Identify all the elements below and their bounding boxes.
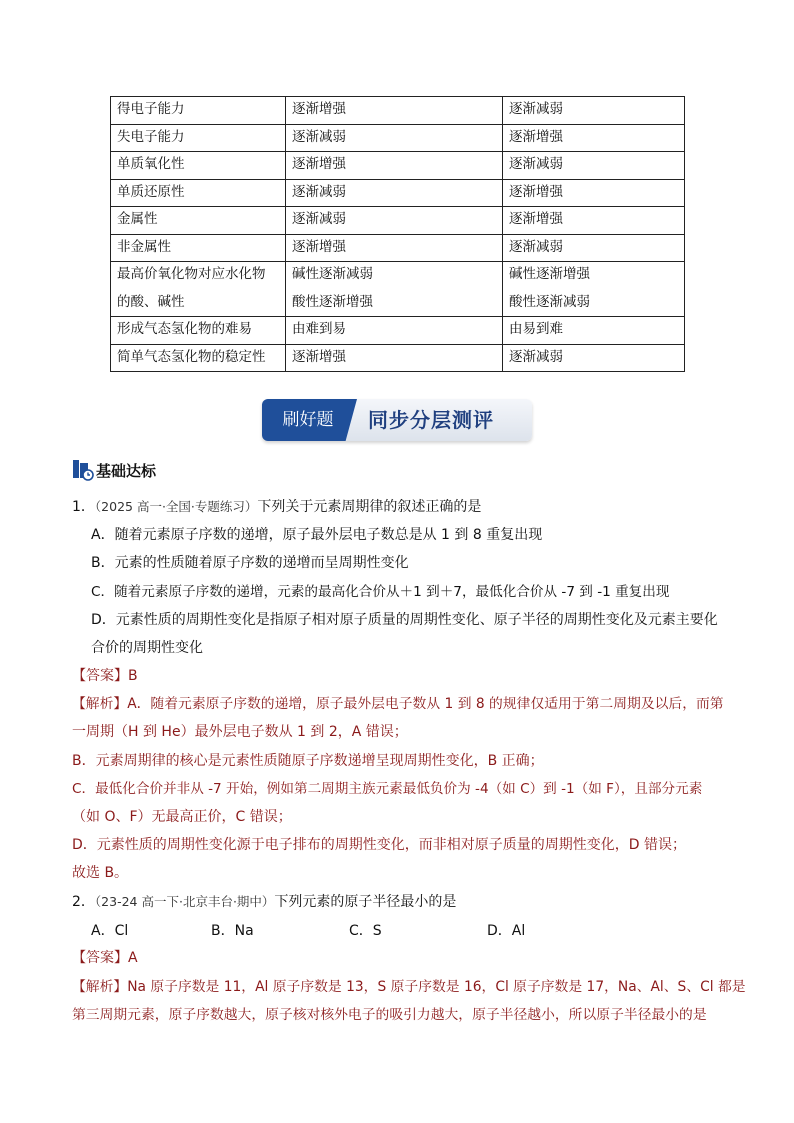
table-row: [111, 97, 685, 125]
answer-line: [72, 948, 138, 968]
table-row: [111, 152, 685, 180]
banner-right-label: 同步分层测评: [368, 408, 494, 432]
table-cell: [286, 262, 503, 317]
table-cell: 单质还原性: [111, 179, 286, 207]
table-cell: 逐渐增强: [286, 97, 503, 125]
table-cell: [503, 262, 685, 317]
option-b: B．Na: [211, 923, 254, 939]
cell-line: 碱性逐渐增强: [509, 266, 590, 283]
question-text: 下列元素的原子半径最小的是: [274, 894, 457, 910]
table-row: [111, 344, 685, 372]
analysis-text: A．随着元素原子序数的递增，原子最外层电子数从 1 到 8 的规律仅适用于第二周期及以后，而第: [127, 696, 724, 712]
question-source: （2025 高一·全国·专题练习）: [94, 499, 258, 514]
question-text: 下列关于元素周期律的叙述正确的是: [257, 499, 482, 515]
option-d: D．元素性质的周期性变化是指原子相对原子质量的周期性变化、原子半径的周期性变化及元素主要化: [91, 612, 718, 628]
question-number: 2．: [72, 894, 95, 910]
table-row: [111, 207, 685, 235]
cell-line: 酸性逐渐减弱: [509, 294, 590, 310]
analysis-line: D．元素性质的周期性变化源于电子排布的周期性变化，而非相对原子质量的周期性变化，D 错误；: [72, 837, 687, 853]
cell-line: 最高价氧化物对应水化物: [117, 266, 266, 283]
analysis-line: （如 O、F）无最高正价，C 错误；: [72, 809, 292, 825]
question-2-stem: [72, 892, 456, 912]
analysis-label: 【解析】: [72, 696, 128, 712]
table-cell: 逐渐减弱: [286, 207, 503, 235]
answer-line: [72, 666, 138, 686]
table-cell: 逐渐减弱: [503, 97, 685, 125]
question-number: 1．: [72, 499, 95, 515]
table-cell: 形成气态氢化物的难易: [111, 317, 286, 345]
question-1-stem: [72, 497, 481, 517]
option-d-cont: 合价的周期性变化: [91, 640, 203, 656]
section-banner: [262, 399, 532, 441]
answer-label: 【答案】: [72, 950, 128, 966]
table-cell: 逐渐增强: [286, 344, 503, 372]
analysis-label: 【解析】: [72, 979, 128, 995]
answer-value: B: [128, 668, 138, 684]
table-cell: 逐渐增强: [286, 234, 503, 262]
option-b: B．元素的性质随着原子序数的递增而呈周期性变化: [91, 555, 409, 571]
answer-label: 【答案】: [72, 668, 128, 684]
table-cell: 逐渐减弱: [503, 234, 685, 262]
option-c: C．随着元素原子序数的递增，元素的最高化合价从＋1 到＋7，最低化合价从 -7 到 -1 重复出现: [91, 584, 670, 600]
analysis-line: C．最低化合价并非从 -7 开始，例如第二周期主族元素最低负价为 -4（如 C）到 -1（如 F），且部分元素: [72, 781, 703, 797]
table-cell: 由易到难: [503, 317, 685, 345]
analysis-line: 第三周期元素，原子序数越大，原子核对核外电子的吸引力越大，原子半径越小，所以原子半径最小的是: [72, 1007, 707, 1023]
option-a: A．随着元素原子序数的递增，原子最外层电子数总是从 1 到 8 重复出现: [91, 527, 543, 543]
analysis-line: 故选 B。: [72, 865, 129, 881]
table-cell: 逐渐增强: [286, 152, 503, 180]
table-cell: 单质氧化性: [111, 152, 286, 180]
periodic-properties-table: [110, 96, 685, 372]
answer-value: A: [128, 950, 138, 966]
table-cell: 由难到易: [286, 317, 503, 345]
option-d: D．Al: [487, 923, 526, 939]
cell-line: 碱性逐渐减弱: [292, 266, 373, 283]
table-row: [111, 262, 685, 317]
options-row: [91, 920, 651, 940]
analysis-line: 一周期（H 到 He）最外层电子数从 1 到 2，A 错误；: [72, 724, 408, 740]
analysis-line: [72, 977, 746, 997]
option-a: A．Cl: [91, 923, 129, 939]
analysis-line: B．元素周期律的核心是元素性质随原子序数递增呈现周期性变化，B 正确；: [72, 753, 544, 769]
table-cell: 逐渐减弱: [503, 152, 685, 180]
book-clock-icon: [72, 459, 94, 481]
table-cell: 逐渐减弱: [286, 124, 503, 152]
table-cell: 逐渐减弱: [286, 179, 503, 207]
table-cell: 逐渐减弱: [503, 344, 685, 372]
table-cell: 失电子能力: [111, 124, 286, 152]
table-row: [111, 317, 685, 345]
table-cell: 得电子能力: [111, 97, 286, 125]
analysis-text: Na 原子序数是 11，Al 原子序数是 13，S 原子序数是 16，Cl 原子序数是 17，Na、Al、S、Cl 都是: [127, 979, 746, 995]
table-cell: 简单气态氢化物的稳定性: [111, 344, 286, 372]
table-cell: 逐渐增强: [503, 179, 685, 207]
analysis-line: [72, 694, 724, 714]
table-row: [111, 179, 685, 207]
table-cell: 非金属性: [111, 234, 286, 262]
table-cell: 逐渐增强: [503, 124, 685, 152]
question-source: （23-24 高一下·北京丰台·期中）: [94, 894, 275, 909]
table-cell: 金属性: [111, 207, 286, 235]
section-title: 基础达标: [96, 462, 157, 480]
option-c: C．S: [349, 923, 382, 939]
cell-line: 酸性逐渐增强: [292, 294, 373, 310]
cell-line: 的酸、碱性: [117, 294, 185, 310]
banner-left-label: 刷好题: [282, 410, 334, 430]
table-row: [111, 124, 685, 152]
table-row: [111, 234, 685, 262]
table-cell: [111, 262, 286, 317]
table-cell: 逐渐增强: [503, 207, 685, 235]
